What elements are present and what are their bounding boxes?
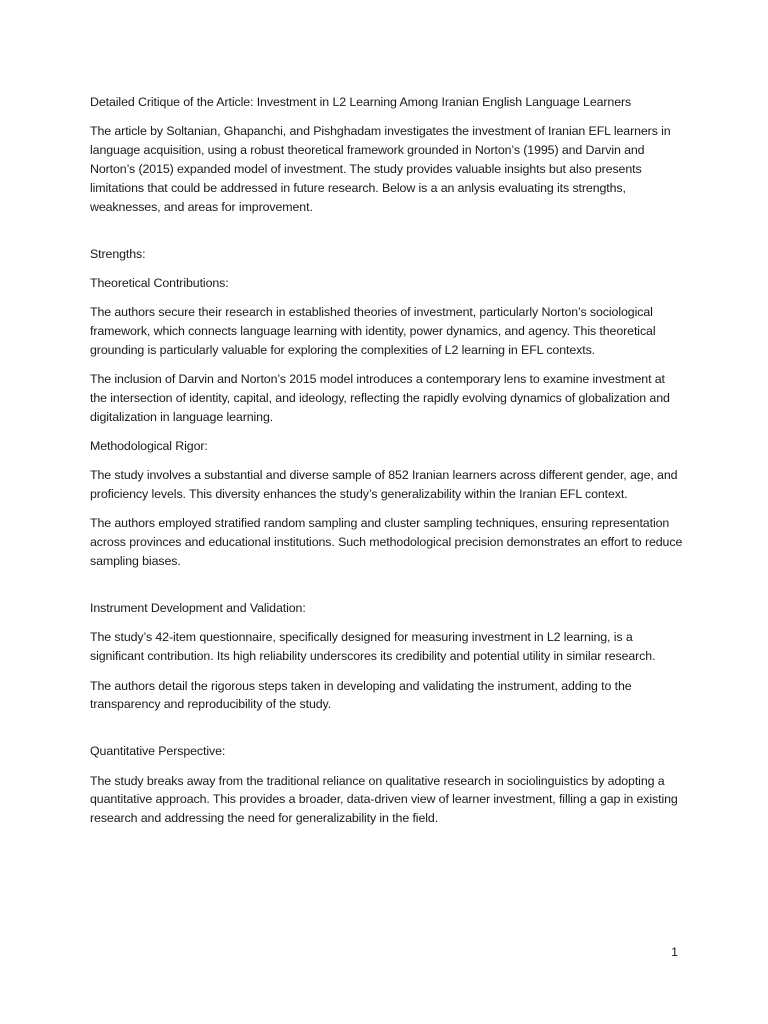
theoretical-paragraph-1: The authors secure their research in established theories of investment, particularly Norton’s sociological framework, which connects language learning with identity, power dynamics, and agency. This theoretical grounding is particularly valuable for exploring the complexities of L2 learning in EFL contexts. <box>90 305 656 357</box>
section-heading-methodological: Methodological Rigor: <box>90 439 208 454</box>
section-heading-theoretical: Theoretical Contributions: <box>90 275 229 290</box>
methodological-paragraph-2: The authors employed stratified random sampling and cluster sampling techniques, ensuring representation across provinces and educational institutions. Such methodological precision demonstrates an effort to reduce sampling biases. <box>90 516 683 569</box>
instrument-paragraph-2: The authors detail the rigorous steps taken in developing and validating the instrument, adding to the transparency and reproducibility of the study. <box>90 678 632 712</box>
document-title: Detailed Critique of the Article: Investment in L2 Learning Among Iranian English Language Learners <box>90 95 632 109</box>
quantitative-paragraph-1: The study breaks away from the traditional reliance on qualitative research in sociolinguistics by adopting a quantitative approach. This provides a broader, data-driven view of learner investment, filling a gap in existing research and addressing the need for generalizability in the field. <box>90 773 678 826</box>
document-body <box>90 93 685 839</box>
intro-paragraph: The article by Soltanian, Ghapanchi, and Pishghadam investigates the investment of Iranian EFL learners in language acquisition, using a robust theoretical framework grounded in Norton’s (1995) and Darvin and Norton’s (2015) expanded model of investment. The study provides valuable insights but also presents limitations that could be addressed in future research. Below is a an anlysis evaluating its strengths, weaknesses, and areas for improvement. <box>90 124 671 214</box>
page-number: 1 <box>671 945 678 959</box>
strengths-heading: Strengths: <box>90 246 146 261</box>
methodological-paragraph-1: The study involves a substantial and diverse sample of 852 Iranian learners across different gender, age, and proficiency levels. This diversity enhances the study’s generalizability within the Iranian EFL context. <box>90 468 678 502</box>
theoretical-paragraph-2: The inclusion of Darvin and Norton’s 2015 model introduces a contemporary lens to examine investment at the intersection of identity, capital, and ideology, reflecting the rapidly evolving dynamics of globalization and digitalization in language learning. <box>90 372 670 424</box>
instrument-paragraph-1: The study’s 42-item questionnaire, specifically designed for measuring investment in L2 learning, is a significant contribution. Its high reliability underscores its credibility and potential utility in similar research. <box>90 630 656 664</box>
section-heading-quantitative: Quantitative Perspective: <box>90 744 226 759</box>
section-heading-instrument: Instrument Development and Validation: <box>90 601 306 616</box>
